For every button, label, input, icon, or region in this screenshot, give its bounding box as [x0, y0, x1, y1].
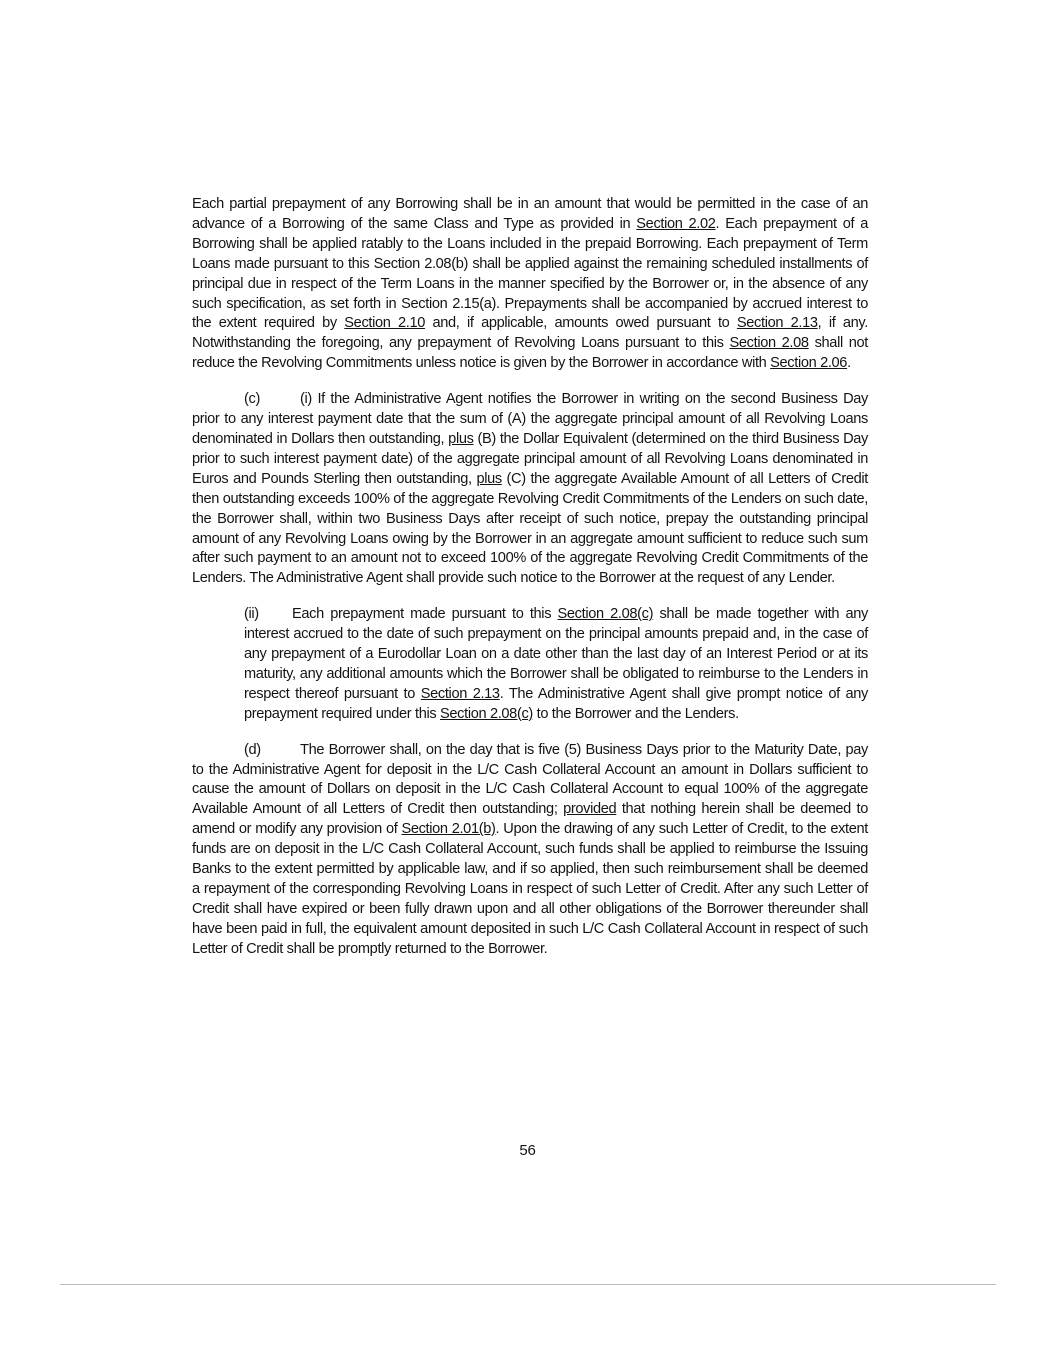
text-run: Each partial prepayment of any Borrowing shall be in an amount that would be permitted in the case of an advance of a Borrowing of the same Class and Type as provided in	[192, 196, 868, 232]
paragraph-2-08-c-ii	[244, 605, 868, 724]
paragraph-2-08-d	[192, 741, 868, 960]
text-run: . The Administrative Agent shall give prompt notice of any prepayment required under this	[244, 685, 868, 722]
plus-term: plus	[476, 470, 502, 487]
section-2-13-reference: Section 2.13	[736, 315, 818, 332]
text-run: to the Borrower and the Lenders.	[532, 705, 739, 722]
document-body	[192, 195, 868, 960]
text-run: Each prepayment made pursuant to this	[292, 606, 558, 623]
text-run: that nothing herein shall be deemed to amend or modify any provision of	[192, 801, 868, 838]
text-run: The Borrower shall, on the day that is five (5) Business Days prior to the Maturity Date, pay to the Administrative Agent for deposit in the L/C Cash Collateral Account an amount in Dollars sufficient to cause the amount of Dollars on deposit in the L/C Cash Collateral Account to equal 100% of the aggregate Available Amount of all Letters of Credit then outstanding;	[192, 741, 868, 818]
subparagraph-label-i: (i)	[300, 391, 312, 408]
text-run: (C) the aggregate Available Amount of all Letters of Credit then outstanding exceeds 100% of the aggregate Revolving Credit Commitments of the Lenders on such date, the Borrower shall, within two Business Days after receipt of such notice, prepay the outstanding principal amount of any Revolving Loans owing by the Borrower in an aggregate amount sufficient to reduce such sum after such payment to an amount not to exceed 100% of the aggregate Revolving Credit Commitments of the Lenders. The Administrative Agent shall provide such notice to the Borrower at the request of any Lender.	[192, 470, 868, 587]
text-run: shall not reduce the Revolving Commitments unless notice is given by the Borrower in accordance with	[192, 335, 868, 372]
text-run: (B) the Dollar Equivalent (determined on the third Business Day prior to such interest payment date) of the aggregate principal amount of all Revolving Loans denominated in Euros and Pounds Sterling then outstanding,	[192, 430, 868, 487]
section-2-08-c-reference: Section 2.08(c)	[440, 705, 533, 722]
paragraph-2-08-c-i	[192, 390, 868, 589]
section-2-08-reference: Section 2.08	[729, 335, 809, 352]
plus-term: plus	[448, 430, 474, 447]
section-2-02-reference: Section 2.02	[636, 215, 716, 232]
section-2-08-c-reference: Section 2.08(c)	[557, 606, 654, 623]
section-2-13-reference: Section 2.13	[420, 685, 500, 702]
subparagraph-label-ii: (ii)	[244, 606, 259, 623]
section-2-10-reference: Section 2.10	[344, 315, 426, 332]
text-run: . Each prepayment of a Borrowing shall be applied ratably to the Loans included in the prepaid Borrowing. Each prepayment of Term Loans made pursuant to this Section 2.08(b) shall be applied against the remaining scheduled installments of principal due in respect of the Term Loans in the manner specified by the Borrower or, in the absence of any such specification, as set forth in Section 2.15(a). Prepayments shall be accompanied by accrued interest to the extent required by	[192, 215, 868, 332]
text-run: and, if applicable, amounts owed pursuant to	[425, 315, 737, 332]
paragraph-2-08-b-continued	[192, 195, 868, 374]
text-run: .	[847, 355, 851, 372]
paragraph-label-c: (c)	[244, 391, 260, 408]
section-2-01-b-reference: Section 2.01(b)	[401, 821, 496, 838]
section-2-06-reference: Section 2.06	[770, 355, 848, 372]
text-run: If the Administrative Agent notifies the Borrower in writing on the second Business Day prior to any interest payment date that the sum of (A) the aggregate principal amount of all Revolving Loans denominated in Dollars then outstanding,	[192, 391, 868, 447]
page-divider	[60, 1284, 996, 1285]
text-run: . Upon the drawing of any such Letter of Credit, to the extent funds are on deposit in the L/C Cash Collateral Account, such funds shall be applied to reimburse the Issuing Banks to the extent permitted by applicable law, and if so applied, then such reimbursement shall be deemed a repayment of the corresponding Revolving Loans in respect of such Letter of Credit. After any such Letter of Credit shall have expired or been fully drawn upon and all other obligations of the Borrower thereunder shall have been paid in full, the equivalent amount deposited in such L/C Cash Collateral Account in respect of such Letter of Credit shall be promptly returned to the Borrower.	[192, 821, 868, 957]
paragraph-label-d: (d)	[244, 741, 261, 758]
provided-term: provided	[563, 801, 617, 818]
text-run: , if any. Notwithstanding the foregoing, any prepayment of Revolving Loans pursuant to this	[192, 315, 868, 352]
page-number: 56	[519, 1142, 536, 1159]
text-run: shall be made together with any interest accrued to the date of such prepayment on the principal amounts prepaid and, in the case of any prepayment of a Eurodollar Loan on a date other than the last day of an Interest Period or at its maturity, any additional amounts which the Borrower shall be obligated to reimburse to the Lenders in respect thereof pursuant to	[244, 606, 869, 702]
